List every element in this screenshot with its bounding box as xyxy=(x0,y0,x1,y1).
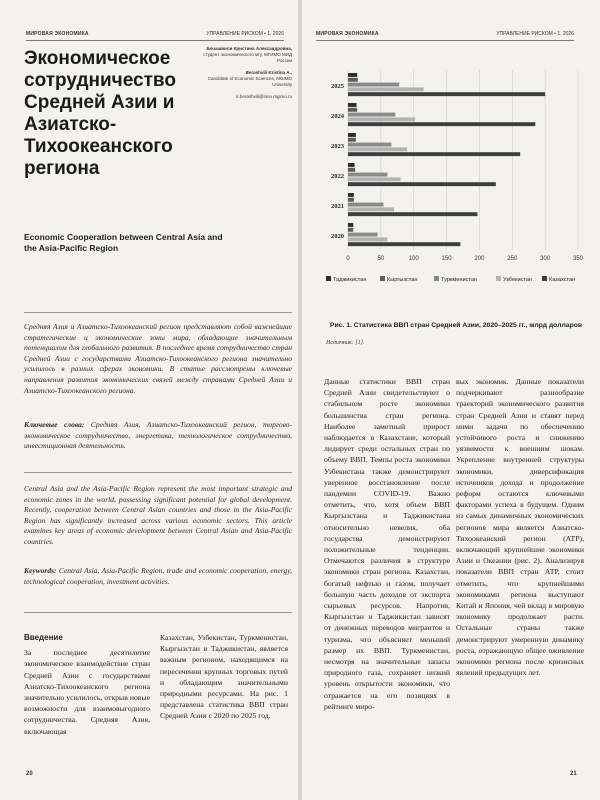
bar-2020-2 xyxy=(348,233,378,237)
running-head xyxy=(316,30,574,41)
bar-2025-0 xyxy=(348,73,357,77)
x-tick-label: 50 xyxy=(377,256,385,262)
y-category-label: 2024 xyxy=(331,113,344,120)
bar-2024-2 xyxy=(348,113,395,117)
section-heading: Введение xyxy=(24,633,63,642)
author-email: k.berashvili@inno.mgimo.ru xyxy=(236,94,292,99)
keywords-ru-label: Ключевые слова: xyxy=(24,420,85,429)
legend-label: Казахстан xyxy=(549,277,576,283)
body-column-1 xyxy=(24,632,150,737)
keywords-en-label: Keywords: xyxy=(24,566,57,575)
bar-2022-4 xyxy=(348,182,496,186)
body-text: За последнее десятилетие экономическое взаимодействие стран Средней Азии с государствами Азиатско-Тихоокеанского региона значительно усилилось, открыв новые возможности для взаимовыгодного сотрудничества. Средняя Азия, включающая xyxy=(24,648,150,736)
x-tick-label: 300 xyxy=(540,256,551,262)
legend-swatch xyxy=(380,276,385,281)
x-tick-label: 200 xyxy=(474,256,485,262)
divider xyxy=(24,612,292,613)
legend-swatch xyxy=(326,276,331,281)
page-number: 20 xyxy=(26,771,33,777)
legend-label: Узбекистан xyxy=(503,277,533,283)
body-text: Данные статистики ВВП стран Средней Азии свидетельствуют о стабильном росте экономики большинства стран региона. Наиболее заметный прирост наблюдается в Казахстане, который лидирует среди остальных стран по объему ВВП. Темпы роста экономики Узбекистана также демонстрируют уверенное восстановление после пандемии COVID-19. Важно отметить, что, хотя объем ВВП Кыргызстана и Таджикистана относительно невелик, оба государства демонстрируют положительные тенденции. Отмечаются различия в структуре экономики стран региона. Казахстан, богатый нефтью и газом, получает большую часть доходов от экспорта сырьевых ресурсов. Напротив, Кыргызстан и Таджикистан зависят от денежных переводов мигрантов и туризма, что объясняет меньший размер их ВВП. Туркменистан, несмотря на значительные запасы природного газа, сохраняет низкий уровень открытости экономики, что отражается на его позициях в рейтинге миро- xyxy=(324,377,450,711)
bar-2022-2 xyxy=(348,173,387,177)
bar-2021-4 xyxy=(348,212,477,216)
bar-2020-0 xyxy=(348,223,353,227)
article-title: Экономическое сотрудничество Средней Азии и Азиатско-Тихоокеанского региона xyxy=(24,48,176,179)
y-category-label: 2025 xyxy=(331,83,344,90)
keywords-ru xyxy=(24,420,292,452)
legend-label: Туркменистан xyxy=(441,277,478,283)
bar-2025-4 xyxy=(348,92,545,96)
x-tick-label: 0 xyxy=(346,256,350,262)
keywords-en-text: Central Asia, Asia-Pacific Region, trade and economic cooperation, energy, technological cooperation, investment activities. xyxy=(24,566,292,586)
body-column-1 xyxy=(324,376,450,712)
bar-2023-1 xyxy=(348,138,356,142)
left-page xyxy=(0,0,298,800)
bar-2022-3 xyxy=(348,177,401,181)
gdp-bar-chart xyxy=(316,60,586,300)
y-category-label: 2022 xyxy=(331,173,344,180)
running-head-journal: УПРАВЛЕНИЕ РИСКОМ • 1, 2026 xyxy=(496,31,574,37)
bar-2024-4 xyxy=(348,122,535,126)
divider xyxy=(24,312,292,313)
figure-source: Источник: [1]. xyxy=(326,340,365,346)
body-text: Казахстан, Узбекистан, Туркменистан, Кыргызстан и Таджикистан, является важным регионом, находящимся на пересечении крупных торговых путей и обладающим значительными природными ресурсами. На рис. 1 представлена статистика ВВП стран Средней Азии с 2020 по 2025 год. xyxy=(160,633,288,721)
legend-swatch xyxy=(434,276,439,281)
y-category-label: 2023 xyxy=(331,143,344,150)
bar-2023-4 xyxy=(348,152,520,156)
x-tick-label: 100 xyxy=(408,256,419,262)
x-tick-label: 250 xyxy=(507,256,518,262)
x-tick-label: 150 xyxy=(441,256,452,262)
legend-swatch xyxy=(496,276,501,281)
legend-swatch xyxy=(542,276,547,281)
bar-2023-0 xyxy=(348,133,356,137)
keywords-ru-text: Средняя Азия, Азиатско-Тихоокеанский регион, торгово-экономическое сотрудничество, энергетика, технологическое сотрудничество, инвестиционная деятельность. xyxy=(24,420,292,451)
legend-label: Таджикистан xyxy=(333,277,367,283)
bar-2020-1 xyxy=(348,228,353,232)
author-name-ru: Бочашвили Кристина Александровна, xyxy=(206,46,292,51)
body-column-2 xyxy=(160,632,288,722)
author-block xyxy=(202,46,292,100)
bar-2024-0 xyxy=(348,103,357,107)
abstract-en: Central Asia and the Asia-Pacific Region represent the most important strategic and economic zones in the world, possessing significant potential for global development. Recently, cooperation between Central Asian countries and those in the Asia-Pacific Region has significantly increased across various economic sectors. This article examines key areas of economic development between Central Asian and Asia-Pacific countries. xyxy=(24,484,292,546)
author-affiliation-ru: студент экономического мгу, МГИМО МИД России xyxy=(203,52,292,63)
running-head-section: МИРОВАЯ ЭКОНОМИКА xyxy=(26,31,89,37)
running-head xyxy=(26,30,284,41)
bar-2022-0 xyxy=(348,163,355,167)
bar-2021-1 xyxy=(348,198,354,202)
running-head-journal: УПРАВЛЕНИЕ РИСКОМ • 1, 2026 xyxy=(206,31,284,37)
page-number: 21 xyxy=(570,771,577,777)
bar-2020-4 xyxy=(348,242,460,246)
bar-2025-3 xyxy=(348,87,424,91)
y-category-label: 2020 xyxy=(331,233,344,240)
keywords-en xyxy=(24,566,292,587)
bar-2023-2 xyxy=(348,143,391,147)
running-head-section: МИРОВАЯ ЭКОНОМИКА xyxy=(316,31,379,37)
bar-2023-3 xyxy=(348,147,407,151)
bar-2021-0 xyxy=(348,193,354,197)
body-column-2 xyxy=(456,376,584,678)
bar-2021-2 xyxy=(348,203,383,207)
divider xyxy=(24,472,292,473)
bar-2025-2 xyxy=(348,83,399,87)
english-title: Economic Cooperation between Central Asia and the Asia-Pacific Region xyxy=(24,232,223,253)
x-tick-label: 350 xyxy=(572,256,584,262)
bar-2020-3 xyxy=(348,237,387,241)
legend-label: Кыргызстан xyxy=(387,277,418,283)
bar-2024-1 xyxy=(348,108,357,112)
abstract-ru: Средняя Азия и Азиатско-Тихоокеанский регион представляют собой важнейшие стратегические и экономические зоны мира, обладающие значительным потенциалом для глобального развития. В последнее время сотрудничество стран Средней Азии с государствами Азиатско-Тихоокеанского региона значительно усилилось в разных сферах экономики. В статье рассмотрены ключевые направления развития экономических связей между странами Средней Азии и Азиатско-Тихоокеанского региона. xyxy=(24,322,292,395)
bar-2024-3 xyxy=(348,117,415,121)
bar-2021-3 xyxy=(348,207,394,211)
body-text: вых экономик. Данные показатели подчеркивают разнообразие траекторий экономического развития стран Средней Азии и ставят перед ними задачи по обеспечению устойчивого роста и снижению уязвимости к внешним шокам. Укрепление внутренней структуры экономики, диверсификация источников дохода и продолжение реформ остаются ключевыми факторами успеха в будущем. Одним из самых динамичных экономических регионов мира является Азиатско-Тихоокеанский регион (АТР), включающий крупнейшие экономики Азии и Океании (рис. 2). Анализируя показатели ВВП стран АТР, стоит отметить, что крупнейшими экономиками региона выступают Китай и Япония, чей вклад в мировую экономику продолжает расти. Остальные страны также демонстрируют умеренную динамику роста, отражающую общее оживление экономики региона после кризисных явлений предыдущих лет. xyxy=(456,377,584,678)
author-name-en: Berashvili Kristina A., xyxy=(245,70,292,75)
figure-caption: Рис. 1. Статистика ВВП стран Средней Азии, 2020–2025 гг., млрд долларов xyxy=(329,322,583,329)
bar-2025-1 xyxy=(348,78,358,82)
y-category-label: 2021 xyxy=(331,203,344,210)
bar-2022-1 xyxy=(348,168,355,172)
author-affiliation-en: Candidate of Economic Sciences, MGIMO University xyxy=(207,76,292,87)
